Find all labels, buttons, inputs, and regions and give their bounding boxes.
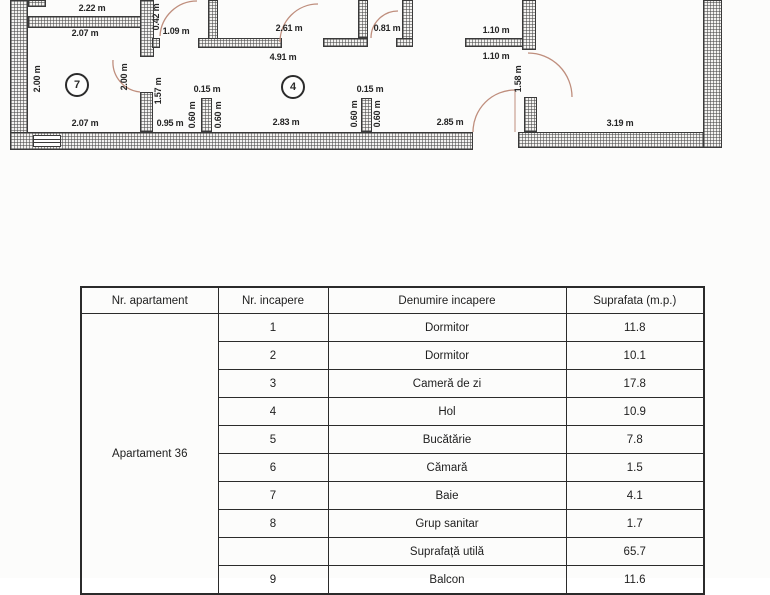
wall-segment: [518, 132, 722, 148]
wall-segment: [703, 0, 722, 148]
header-denumire: Denumire incapere: [328, 287, 566, 314]
wall-segment: [465, 38, 525, 47]
room-number-circle: 4: [281, 75, 305, 99]
room-number-cell: 2: [218, 342, 328, 370]
room-area-cell: 1.7: [566, 510, 704, 538]
dimension-label: 2.00 m: [32, 65, 42, 93]
dimension-label: 3.19 m: [606, 118, 634, 128]
wall-segment: [358, 0, 368, 38]
room-area-cell: 7.8: [566, 426, 704, 454]
wall-segment: [10, 132, 473, 150]
room-number-cell: 5: [218, 426, 328, 454]
dimension-label: 2.61 m: [275, 23, 303, 33]
dimension-label: 0.81 m: [373, 23, 401, 33]
dimension-label: 2.00 m: [119, 63, 129, 91]
floor-plan: [0, 0, 770, 175]
wall-segment: [28, 0, 46, 7]
door-arc: [528, 53, 572, 97]
wall-segment: [201, 98, 212, 132]
dimension-label: 1.10 m: [482, 51, 510, 61]
apartment-cell: Apartament 36: [81, 314, 218, 595]
room-area-cell: 10.1: [566, 342, 704, 370]
room-name-cell: Suprafață utilă: [328, 538, 566, 566]
areas-table-wrap: [80, 286, 705, 595]
room-number-cell: 9: [218, 566, 328, 595]
dimension-label: 1.10 m: [482, 25, 510, 35]
room-name-cell: Baie: [328, 482, 566, 510]
room-area-cell: 11.8: [566, 314, 704, 342]
table-header-row: [81, 287, 704, 314]
wall-segment: [28, 16, 154, 28]
room-name-cell: Hol: [328, 398, 566, 426]
room-number-cell: 1: [218, 314, 328, 342]
dimension-label: 1.57 m: [153, 77, 163, 105]
room-number-cell: [218, 538, 328, 566]
wall-segment: [522, 0, 536, 50]
room-area-cell: 1.5: [566, 454, 704, 482]
header-nr-incapere: Nr. incapere: [218, 287, 328, 314]
room-area-cell: 17.8: [566, 370, 704, 398]
room-number-cell: 3: [218, 370, 328, 398]
dimension-label: 0.42 m: [151, 3, 161, 31]
window-symbol: [33, 135, 61, 147]
room-number-cell: 6: [218, 454, 328, 482]
dimension-label: 2.22 m: [78, 3, 106, 13]
dimension-label: 0.60 m: [372, 100, 382, 128]
door-arc: [473, 90, 515, 132]
room-name-cell: Dormitor: [328, 314, 566, 342]
wall-segment: [323, 38, 368, 47]
room-number-cell: 4: [218, 398, 328, 426]
dimension-label: 0.15 m: [193, 84, 221, 94]
dimension-label: 0.95 m: [156, 118, 184, 128]
room-name-cell: Cameră de zi: [328, 370, 566, 398]
room-area-cell: 65.7: [566, 538, 704, 566]
header-suprafata: Suprafata (m.p.): [566, 287, 704, 314]
dimension-label: 2.07 m: [71, 28, 99, 38]
room-area-cell: 10.9: [566, 398, 704, 426]
room-number-cell: 8: [218, 510, 328, 538]
room-area-cell: 4.1: [566, 482, 704, 510]
dimension-label: 1.09 m: [162, 26, 190, 36]
dimension-label: 0.60 m: [187, 101, 197, 129]
dimension-label: 2.07 m: [71, 118, 99, 128]
wall-segment: [396, 38, 413, 47]
wall-segment: [524, 97, 537, 132]
room-name-cell: Dormitor: [328, 342, 566, 370]
dimension-label: 4.91 m: [269, 52, 297, 62]
wall-segment: [361, 98, 372, 132]
room-number-circle: 7: [65, 73, 89, 97]
table-row: [81, 314, 704, 342]
dimension-label: 0.15 m: [356, 84, 384, 94]
wall-segment: [10, 0, 28, 150]
dimension-label: 2.85 m: [436, 117, 464, 127]
wall-segment: [208, 0, 218, 40]
dimension-label: 2.83 m: [272, 117, 300, 127]
room-name-cell: Balcon: [328, 566, 566, 595]
areas-table: [80, 286, 705, 595]
room-name-cell: Cămară: [328, 454, 566, 482]
room-name-cell: Grup sanitar: [328, 510, 566, 538]
wall-segment: [140, 92, 153, 132]
header-nr-apartament: Nr. apartament: [81, 287, 218, 314]
room-number-cell: 7: [218, 482, 328, 510]
wall-segment: [198, 38, 282, 48]
dimension-label: 0.60 m: [213, 101, 223, 129]
dimension-label: 1.58 m: [513, 65, 523, 93]
wall-segment: [152, 38, 160, 48]
dimension-label: 0.60 m: [349, 100, 359, 128]
room-name-cell: Bucătărie: [328, 426, 566, 454]
room-area-cell: 11.6: [566, 566, 704, 595]
